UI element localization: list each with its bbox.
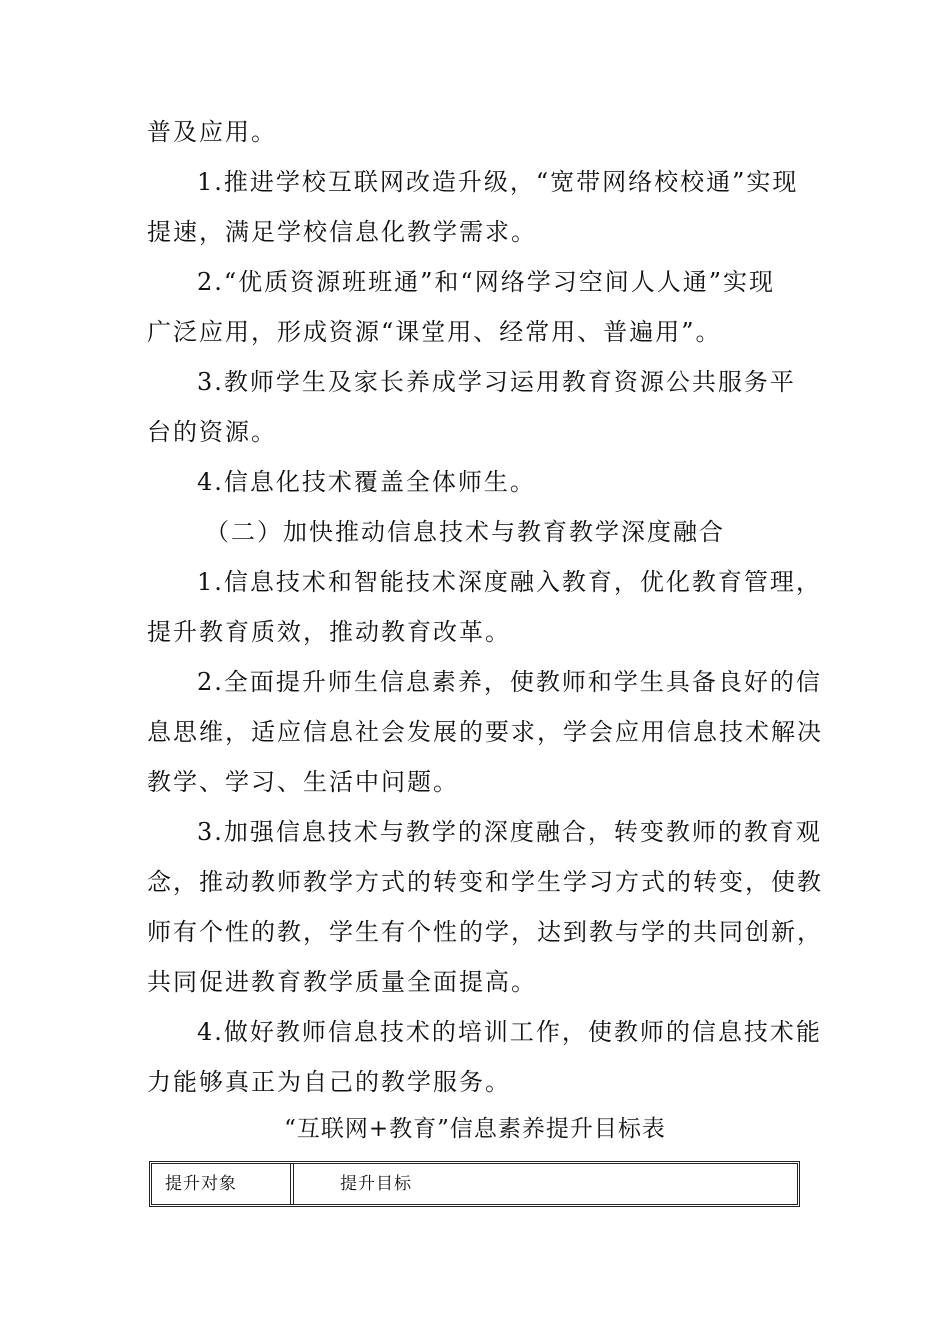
- paragraph-line: 4.信息化技术覆盖全体师生。: [197, 468, 536, 496]
- paragraph-line: 念，推动教师教学方式的转变和学生学习方式的转变，使教: [147, 868, 823, 896]
- paragraph-line: 息思维，适应信息社会发展的要求，学会应用信息技术解决: [147, 718, 823, 746]
- paragraph-line: 3.教师学生及家长养成学习运用教育资源公共服务平: [197, 368, 796, 396]
- table-title: “互联网+教育”信息素养提升目标表: [284, 1116, 666, 1142]
- paragraph-line: 台的资源。: [147, 418, 277, 446]
- table-header-target-group: 提升对象: [165, 1174, 237, 1194]
- paragraph-line: 普及应用。: [147, 118, 277, 146]
- paragraph-line: 2.全面提升师生信息素养，使教师和学生具备良好的信: [197, 668, 822, 696]
- paragraph-line: 师有个性的教，学生有个性的学，达到教与学的共同创新，: [147, 918, 823, 946]
- paragraph-line: 4.做好教师信息技术的培训工作，使教师的信息技术能: [197, 1018, 822, 1046]
- paragraph-line: 广泛应用，形成资源“课堂用、经常用、普遍用”。: [147, 318, 722, 346]
- section-heading: （二）加快推动信息技术与教育教学深度融合: [205, 518, 725, 546]
- paragraph-line: 2.“优质资源班班通”和“网络学习空间人人通”实现: [197, 268, 775, 296]
- paragraph-line: 教学、学习、生活中问题。: [147, 768, 459, 796]
- paragraph-line: 提速，满足学校信息化教学需求。: [147, 218, 537, 246]
- paragraph-line: 共同促进教育教学质量全面提高。: [147, 968, 537, 996]
- paragraph-line: 1.信息技术和智能技术深度融入教育，优化教育管理，: [197, 568, 822, 596]
- paragraph-line: 1.推进学校互联网改造升级，“宽带网络校校通”实现: [197, 168, 799, 196]
- table-header-target-goal: 提升目标: [340, 1174, 412, 1194]
- table-column-divider: [290, 1164, 294, 1204]
- paragraph-line: 3.加强信息技术与教学的深度融合，转变教师的教育观: [197, 818, 822, 846]
- paragraph-line: 力能够真正为自己的教学服务。: [147, 1068, 511, 1096]
- paragraph-line: 提升教育质效，推动教育改革。: [147, 618, 511, 646]
- target-table: [149, 1161, 800, 1207]
